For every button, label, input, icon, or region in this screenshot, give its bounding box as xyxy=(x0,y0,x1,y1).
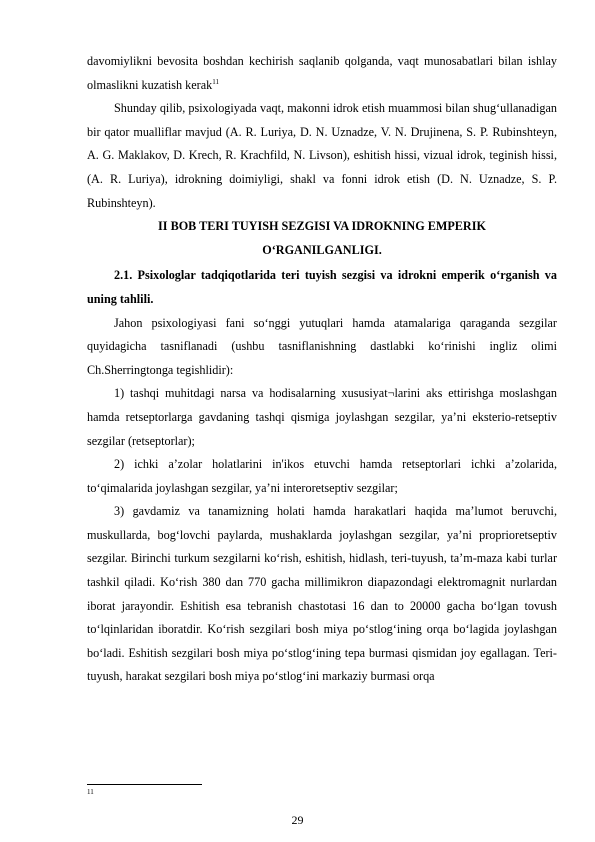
paragraph-classification: Jahon psixologiyasi fani so‘nggi yutuqlari hamda atamalariga qaraganda sezgilar quyidagicha tasniflanadi (ushbu tasniflanishning dastlabki ko‘rinishi ingliz olimi Ch.Sherringtonga tegishlidir): xyxy=(87,315,557,377)
list-item-1: 1) tashqi muhitdagi narsa va hodisalarning xususiyat¬larini aks ettirishga moslashgan hamda retseptorlarga gavdaning tashqi qismiga joylashgan sezgilar, ya’ni eksterio-retseptiv sezgilar (retseptorlar); xyxy=(87,386,557,448)
section-title: 2.1. Psixologlar tadqiqotlarida teri tuyish sezgisi va idrokni emperik o‘rganish va uning tahlili. xyxy=(87,268,557,306)
list-item-2: 2) ichki a’zolar holatlarini in'ikos etuvchi hamda retseptorlari ichki a’zolarida, to‘qimalarida joylashgan sezgilar, ya’ni interoretseptiv sezgilar; xyxy=(87,457,557,495)
page-number: 29 xyxy=(291,813,304,827)
footnote-divider xyxy=(87,784,202,785)
chapter-title-line1: II BOB TERI TUYISH SEZGISI VA IDROKNING EMPERIK xyxy=(158,219,486,234)
footnote-number: 11 xyxy=(87,788,94,796)
page-body xyxy=(87,50,557,689)
list-item-3: 3) gavdamiz va tanamizning holati hamda harakatlari haqida ma’lumot beruvchi, muskullarda, bog‘lovchi paylarda, mushaklarda joylashgan sezgilar, ya’ni proprioretseptiv sezgilar. Birinchi turkum sezgilarni ko‘rish, eshitish, hidlash, teri-tuyush, ta’m-maza kabi turlar tashkil qiladi. Ko‘rish 380 dan 770 gacha millimikron diapazondagi elektromagnit nurlardan iborat jarayondir. Eshitish esa tebranish chastotasi 16 dan to 20000 gacha bo‘lgan tovush to‘lqinlaridan iboratdir. Ko‘rish sezgilari bosh miya po‘stlog‘ining orqa bo‘lagida joylashgan bo‘ladi. Eshitish sezgilari bosh miya po‘stlog‘ining tepa burmasi qismidan joy egallagan. Teri-tuyush, harakat sezgilari bosh miya po‘stlog‘ini markaziy burmasi orqa xyxy=(87,504,557,684)
paragraph-continuation xyxy=(87,50,557,97)
paragraph-authors: Shunday qilib, psixologiyada vaqt, makonni idrok etish muammosi bilan shug‘ullanadigan bir qator mualliflar mavjud (A. R. Luriya, D. N. Uznadze, V. N. Drujinena, S. P. Rubinshteyn, A. G. Maklakov, D. Krech, R. Krachfild, N. Livson), eshitish hissi, vizual idrok, teginish hissi, (A. R. Luriya), idrokning doimiyligi, shakl va fonni idrok etish (D. N. Uznadze, S. P. Rubinshteyn). xyxy=(87,101,557,210)
footnote-ref: 11 xyxy=(212,77,219,86)
paragraph-text: davomiylikni bevosita boshdan kechirish saqlanib qolganda, vaqt munosabatlari bilan ishlay olmaslikni kuzatish kerak xyxy=(87,54,557,92)
chapter-title-line2: O‘RGANILGANLIGI. xyxy=(262,242,382,257)
